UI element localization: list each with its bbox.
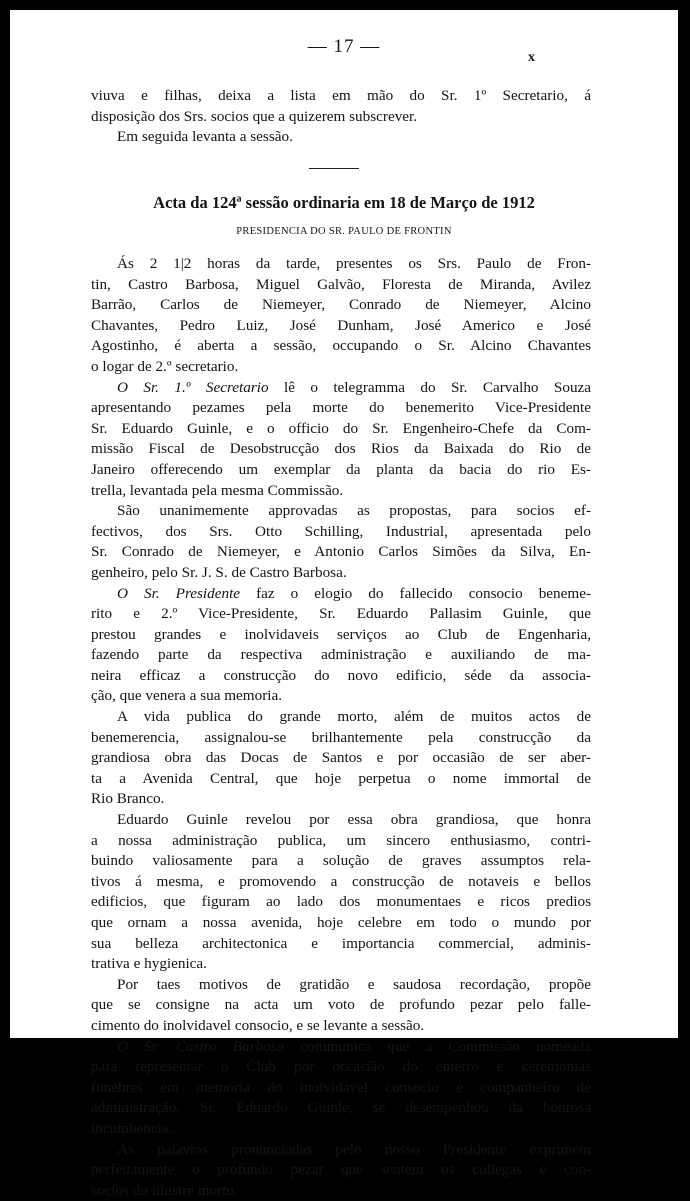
text-line: Em seguida levanta a sessão. (117, 128, 293, 146)
text-line: incumbencia. (91, 1119, 173, 1137)
page-number: — 17 — (307, 36, 381, 57)
speaker-name: O Sr. Presidente (117, 584, 241, 602)
text-line: socios do illustre morto. (91, 1181, 238, 1199)
text-line: O Sr. Castro Barbosa communica que a Commissão nomeada (117, 1037, 592, 1055)
text-line: ta a Avenida Central, que hoje perpetua o nome immortal de (91, 769, 591, 787)
text-line: As palavras pronunciadas pelo nosso Presidente exprimem (117, 1140, 591, 1158)
text-line: que se consigne na acta um voto de profundo pezar pelo falle- (91, 996, 591, 1014)
text-line: buindo valiosamente para a solução de graves assumptos rela- (91, 852, 591, 870)
speaker-name: O Sr. Castro Barbosa (117, 1037, 285, 1055)
text-line: trella, levantada pela mesma Commissão. (91, 481, 344, 499)
text-line: cimento do inolvidavel consocio, e se levante a sessão. (91, 1016, 425, 1034)
text-line: disposição dos Srs. socios que a quizerem subscrever. (91, 107, 418, 125)
corner-mark: x (528, 50, 535, 65)
text-line: administração, Sr. Eduardo Guinle, se desempenhou da honrosa (91, 1099, 591, 1117)
text-line: genheiro, pelo Sr. J. S. de Castro Barbosa. (91, 563, 347, 581)
text-line: Rio Branco. (91, 790, 165, 808)
intro-paragraph (91, 86, 591, 148)
text-line: fectivos, dos Srs. Otto Schilling, Industrial, apresentada pelo (91, 522, 591, 540)
speaker-name: O Sr. 1.º Secretario (117, 378, 269, 396)
text-line: ção, que venera a sua memoria. (91, 687, 283, 705)
text-line: trativa e hygienica. (91, 955, 207, 973)
text-line: edificios, que figuram ao lado dos monumentaes e ricos predios (91, 893, 591, 911)
text-line: sua belleza architectonica e importancia commercial, adminis- (91, 934, 591, 952)
text-line: Agostinho, é aberta a sessão, occupando o Sr. Alcino Chavantes (91, 337, 591, 355)
text-line: Sr. Conrado de Niemeyer, e Antonio Carlos Simões da Silva, En- (91, 543, 591, 561)
minutes-body (91, 254, 591, 1201)
text-line: viuva e filhas, deixa a lista em mão do Sr. 1º Secretario, á (91, 87, 591, 104)
text-line: perfeitamente o profundo pezar que sentem os collegas e con- (91, 1161, 591, 1179)
document-page (10, 10, 678, 1199)
text-line: Ás 2 1|2 horas da tarde, presentes os Srs. Paulo de Fron- (117, 255, 591, 272)
text-line: Chavantes, Pedro Luiz, José Dunham, José Americo e José (91, 316, 591, 334)
text-line: benemerencia, assignalou-se brilhantemente pela construcção da (91, 728, 591, 746)
text-line: o logar de 2.º secretario. (91, 357, 239, 375)
text-line: tivos á mesma, e promovendo a construcção de notaveis e bellos (91, 872, 591, 890)
text-line: apresentando pezames pela morte do benemerito Vice-Presidente (91, 399, 591, 417)
text-line: São unanimemente approvadas as propostas, para socios ef- (117, 502, 591, 520)
text-line: tin, Castro Barbosa, Miguel Galvão, Floresta de Miranda, Avilez (91, 275, 591, 293)
text-line: A vida publica do grande morto, além de muitos actos de (117, 708, 591, 726)
text-line: Sr. Eduardo Guinle, e o officio do Sr. Engenheiro-Chefe da Com- (91, 419, 591, 437)
minutes-title: Acta da 124ª sessão ordinaria em 18 de Março de 1912 (153, 193, 535, 212)
text-line: fazendo parte da respectiva administração e auxiliando de ma- (91, 646, 591, 664)
text-line: Por taes motivos de gratidão e saudosa recordação, propõe (117, 975, 591, 993)
text-line: para representar o Club por occasião do enterro e ceremonias (91, 1058, 591, 1076)
text-line: missão Fiscal de Desobstrucção dos Rios da Baixada do Rio de (91, 440, 591, 458)
text-line: prestou grandes e inolvidaveis serviços ao Club de Engenharia, (91, 625, 591, 643)
text-line: neira efficaz a construcção do novo edificio, séde da associa- (91, 666, 591, 684)
text-line: Barrão, Carlos de Niemeyer, Conrado de Niemeyer, Alcino (91, 296, 591, 314)
text-line: a nossa administração publica, um sincero enthusiasmo, contri- (91, 831, 591, 849)
text-line: funebres em memoria do inolvidavel consocio e companheiro de (91, 1078, 591, 1096)
text-line: rito e 2.º Vice-Presidente, Sr. Eduardo Pallasim Guinle, que (91, 605, 591, 623)
presidency-line: PRESIDENCIA DO SR. PAULO DE FRONTIN (236, 226, 452, 237)
text-line: O Sr. Presidente faz o elogio do fallecido consocio beneme- (117, 584, 591, 602)
text-line: Eduardo Guinle revelou por essa obra grandiosa, que honra (117, 811, 591, 829)
text-line: Janeiro offerecendo um exemplar da planta da bacia do rio Es- (91, 460, 591, 478)
text-line: grandiosa obra das Docas de Santos e por occasião de ser aber- (91, 749, 591, 767)
text-line: que ornam a nossa avenida, hoje celebre em todo o mundo por (91, 914, 591, 931)
text-line: O Sr. 1.º Secretario lê o telegramma do Sr. Carvalho Souza (117, 378, 592, 396)
section-divider (309, 168, 359, 169)
